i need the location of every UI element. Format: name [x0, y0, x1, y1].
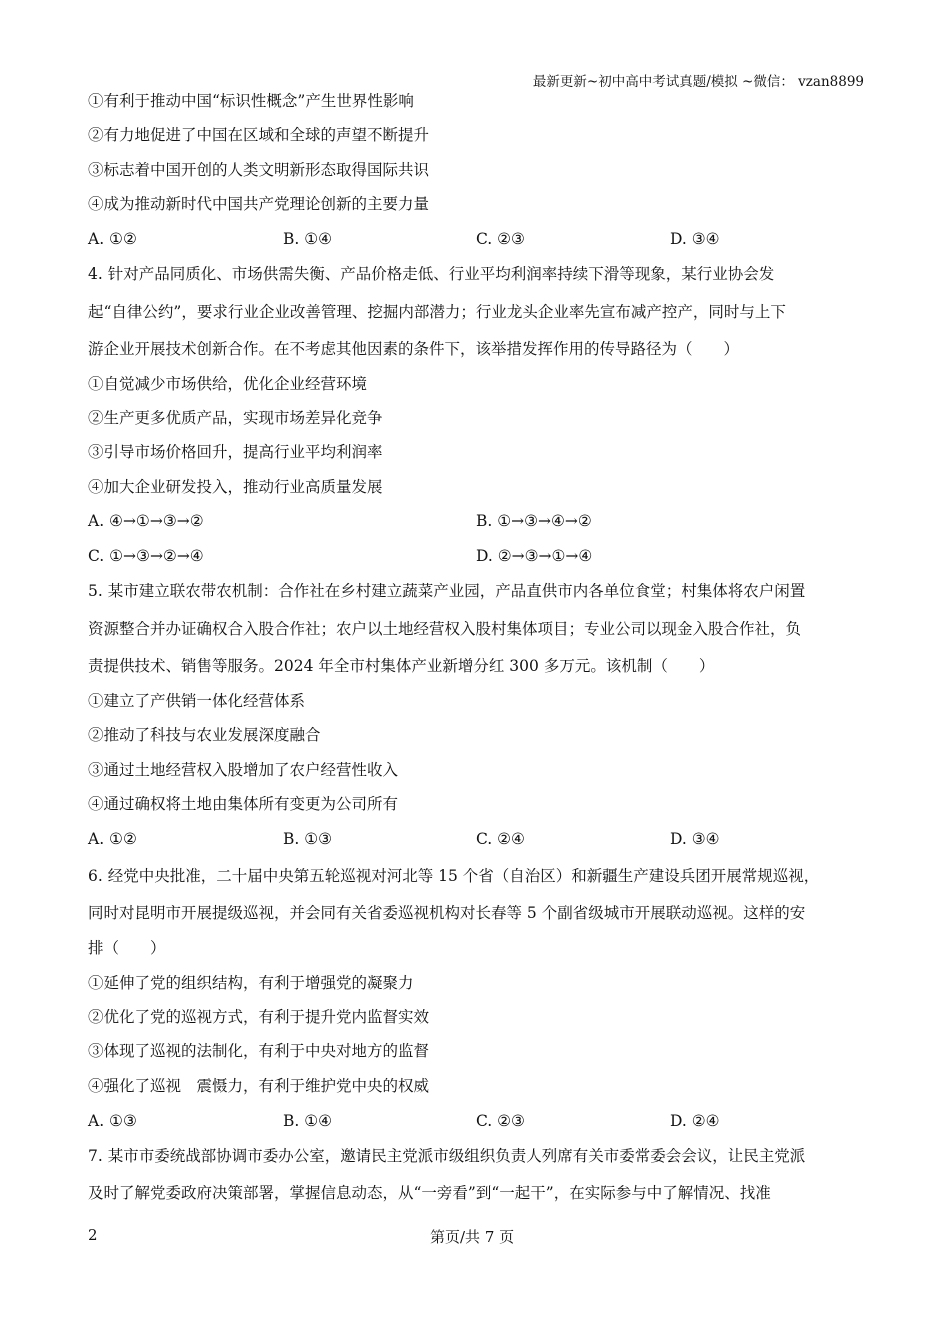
- statement: ①自觉减少市场供给，优化企业经营环境: [88, 375, 368, 393]
- statement: ②有力地促进了中国在区域和全球的声望不断提升: [88, 126, 430, 144]
- statement: ①延伸了党的组织结构，有利于增强党的凝聚力: [88, 974, 414, 992]
- statement: ②生产更多优质产品，实现市场差异化竞争: [88, 409, 383, 427]
- statement: ①有利于推动中国“标识性概念”产生世界性影响: [88, 92, 414, 110]
- question-stem: 5. 某市建立联农带农机制：合作社在乡村建立蔬菜产业园，产品直供市内各单位食堂；村集体将农户闲置: [88, 582, 806, 600]
- option-d: D. ②④: [670, 1112, 720, 1130]
- option-d: D. ②→③→①→④: [476, 547, 593, 565]
- statement: ①建立了产供销一体化经营体系: [88, 692, 306, 710]
- statement: ③通过土地经营权入股增加了农户经营性收入: [88, 761, 399, 779]
- option-b: B. ①③: [283, 830, 333, 848]
- statement: ③体现了巡视的法制化，有利于中央对地方的监督: [88, 1042, 430, 1060]
- question-stem: 排（ ）: [88, 939, 166, 957]
- option-c: C. ①→③→②→④: [88, 547, 204, 565]
- option-b: B. ①→③→④→②: [476, 512, 592, 530]
- option-a: A. ①②: [88, 230, 137, 248]
- question-stem: 6. 经党中央批准，二十届中央第五轮巡视对河北等 15 个省（自治区）和新疆生产建设兵团开展常规巡视，: [88, 867, 820, 885]
- statement: ③标志着中国开创的人类文明新形态取得国际共识: [88, 161, 430, 179]
- option-d: D. ③④: [670, 230, 720, 248]
- option-b: B. ①④: [283, 1112, 333, 1130]
- option-c: C. ②④: [476, 830, 525, 848]
- question-stem: 同时对昆明市开展提级巡视，并会同有关省委巡视机构对长春等 5 个副省级城市开展联动巡视。这样的安: [88, 904, 806, 922]
- question-stem: 资源整合并办证确权合入股合作社；农户以土地经营权入股村集体项目；专业公司以现金入股合作社，负: [88, 620, 802, 638]
- option-a: A. ④→①→③→②: [88, 512, 204, 530]
- statement: ②推动了科技与农业发展深度融合: [88, 726, 321, 744]
- option-c: C. ②③: [476, 1112, 525, 1130]
- option-c: C. ②③: [476, 230, 525, 248]
- option-d: D. ③④: [670, 830, 720, 848]
- question-stem: 游企业开展技术创新合作。在不考虑其他因素的条件下，该举措发挥作用的传导路径为（ ）: [88, 340, 740, 358]
- statement: ④强化了巡视 震慑力，有利于维护党中央的权威: [88, 1077, 430, 1095]
- question-stem: 及时了解党委政府决策部署，掌握信息动态，从“一旁看”到“一起干”，在实际参与中了解情况、找准: [88, 1184, 771, 1202]
- statement: ④成为推动新时代中国共产党理论创新的主要力量: [88, 195, 430, 213]
- option-b: B. ①④: [283, 230, 333, 248]
- question-stem: 起“自律公约”，要求行业企业改善管理、挖掘内部潜力；行业龙头企业率先宣布减产控产，同时与上下: [88, 303, 786, 321]
- statement: ④通过确权将土地由集体所有变更为公司所有: [88, 795, 399, 813]
- question-stem: 责提供技术、销售等服务。2024 年全市村集体产业新增分红 300 多万元。该机制（ ）: [88, 657, 715, 675]
- question-stem: 7. 某市市委统战部协调市委办公室，邀请民主党派市级组织负责人列席有关市委常委会会议，让民主党派: [88, 1147, 806, 1165]
- statement: ③引导市场价格回升，提高行业平均利润率: [88, 443, 383, 461]
- statement: ④加大企业研发投入，推动行业高质量发展: [88, 478, 383, 496]
- statement: ②优化了党的巡视方式，有利于提升党内监督实效: [88, 1008, 430, 1026]
- page-header-watermark: 最新更新~初中高中考试真题/模拟 ~微信： vzan8899: [532, 74, 864, 90]
- option-a: A. ①③: [88, 1112, 137, 1130]
- page-number: 2: [88, 1226, 98, 1244]
- page-label: 第页/共 7 页: [430, 1228, 515, 1246]
- option-a: A. ①②: [88, 830, 137, 848]
- question-stem: 4. 针对产品同质化、市场供需失衡、产品价格走低、行业平均利润率持续下滑等现象，某行业协会发: [88, 265, 775, 283]
